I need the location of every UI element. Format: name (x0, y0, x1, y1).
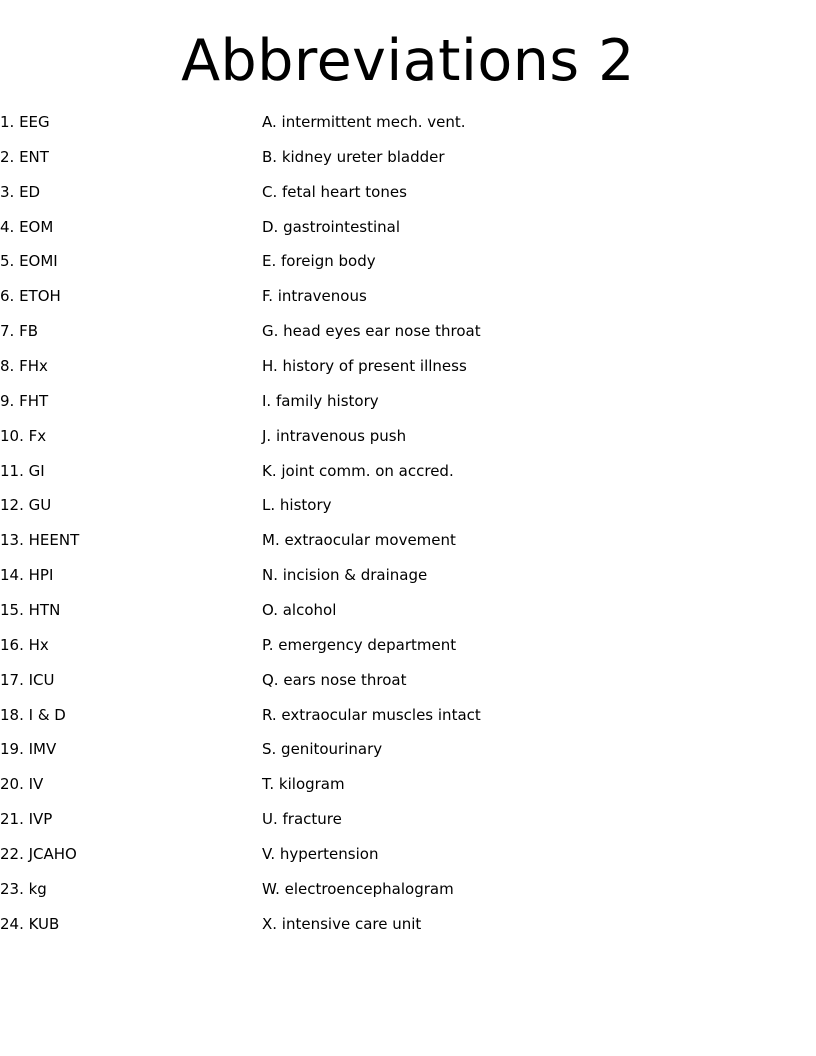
definition-option: B. kidney ureter bladder (262, 147, 445, 166)
matching-row (0, 596, 816, 631)
matching-row (0, 840, 816, 875)
abbreviation-term: 18. I & D (0, 705, 66, 724)
definition-option: S. genitourinary (262, 740, 383, 759)
abbreviation-term: 23. kg (0, 879, 47, 898)
abbreviation-term: 7. FB (0, 322, 38, 341)
definition-option: X. intensive care unit (262, 914, 422, 933)
definition-option: C. fetal heart tones (262, 182, 407, 201)
matching-row (0, 735, 816, 770)
matching-row (0, 770, 816, 805)
matching-row (0, 526, 816, 561)
matching-row (0, 701, 816, 736)
definition-option: H. history of present illness (262, 357, 467, 376)
matching-row (0, 108, 816, 143)
matching-row (0, 213, 816, 248)
matching-row (0, 875, 816, 910)
matching-row (0, 561, 816, 596)
abbreviation-term: 9. FHT (0, 391, 49, 410)
page-title: Abbreviations 2 (181, 28, 635, 94)
matching-row (0, 631, 816, 666)
matching-row (0, 247, 816, 282)
definition-option: V. hypertension (262, 845, 379, 864)
abbreviation-term: 12. GU (0, 496, 52, 515)
matching-row (0, 805, 816, 840)
definition-option: G. head eyes ear nose throat (262, 322, 481, 341)
matching-row (0, 666, 816, 701)
definition-option: P. emergency department (262, 635, 457, 654)
abbreviation-term: 1. EEG (0, 113, 50, 131)
matching-row (0, 143, 816, 178)
abbreviation-term: 15. HTN (0, 601, 61, 620)
definition-option: M. extraocular movement (262, 531, 456, 550)
abbreviation-term: 22. JCAHO (0, 845, 77, 864)
matching-row (0, 491, 816, 526)
matching-row (0, 352, 816, 387)
abbreviation-term: 2. ENT (0, 147, 49, 166)
definition-option: L. history (262, 496, 332, 515)
abbreviation-term: 24. KUB (0, 914, 60, 933)
abbreviation-term: 16. Hx (0, 635, 49, 654)
definition-option: U. fracture (262, 810, 342, 829)
matching-row (0, 457, 816, 492)
abbreviation-term: 4. EOM (0, 217, 54, 236)
abbreviation-term: 8. FHx (0, 357, 48, 376)
abbreviation-term: 13. HEENT (0, 531, 80, 550)
definition-option: N. incision & drainage (262, 566, 428, 585)
definition-option: T. kilogram (262, 775, 345, 794)
abbreviation-term: 19. IMV (0, 740, 57, 759)
definition-option: O. alcohol (262, 601, 337, 620)
definition-option: E. foreign body (262, 252, 376, 271)
abbreviation-term: 11. GI (0, 461, 45, 480)
abbreviation-term: 10. Fx (0, 426, 47, 445)
matching-row (0, 178, 816, 213)
matching-row (0, 282, 816, 317)
abbreviation-term: 3. ED (0, 182, 41, 201)
definition-option: K. joint comm. on accred. (262, 461, 454, 480)
definition-option: I. family history (262, 391, 379, 410)
matching-row (0, 317, 816, 352)
matching-row (0, 387, 816, 422)
matching-list (0, 108, 816, 945)
abbreviation-term: 21. IVP (0, 810, 53, 829)
abbreviation-term: 5. EOMI (0, 252, 58, 271)
definition-option: Q. ears nose throat (262, 670, 407, 689)
definition-option: W. electroencephalogram (262, 879, 454, 898)
definition-option: F. intravenous (262, 287, 367, 306)
abbreviation-term: 20. IV (0, 775, 44, 794)
definition-option: D. gastrointestinal (262, 217, 401, 236)
definition-option: R. extraocular muscles intact (262, 705, 481, 724)
matching-row (0, 910, 816, 945)
definition-option: A. intermittent mech. vent. (262, 113, 466, 131)
matching-row (0, 422, 816, 457)
abbreviation-term: 17. ICU (0, 670, 55, 689)
abbreviation-term: 14. HPI (0, 566, 54, 585)
abbreviation-term: 6. ETOH (0, 287, 61, 306)
definition-option: J. intravenous push (262, 426, 407, 445)
